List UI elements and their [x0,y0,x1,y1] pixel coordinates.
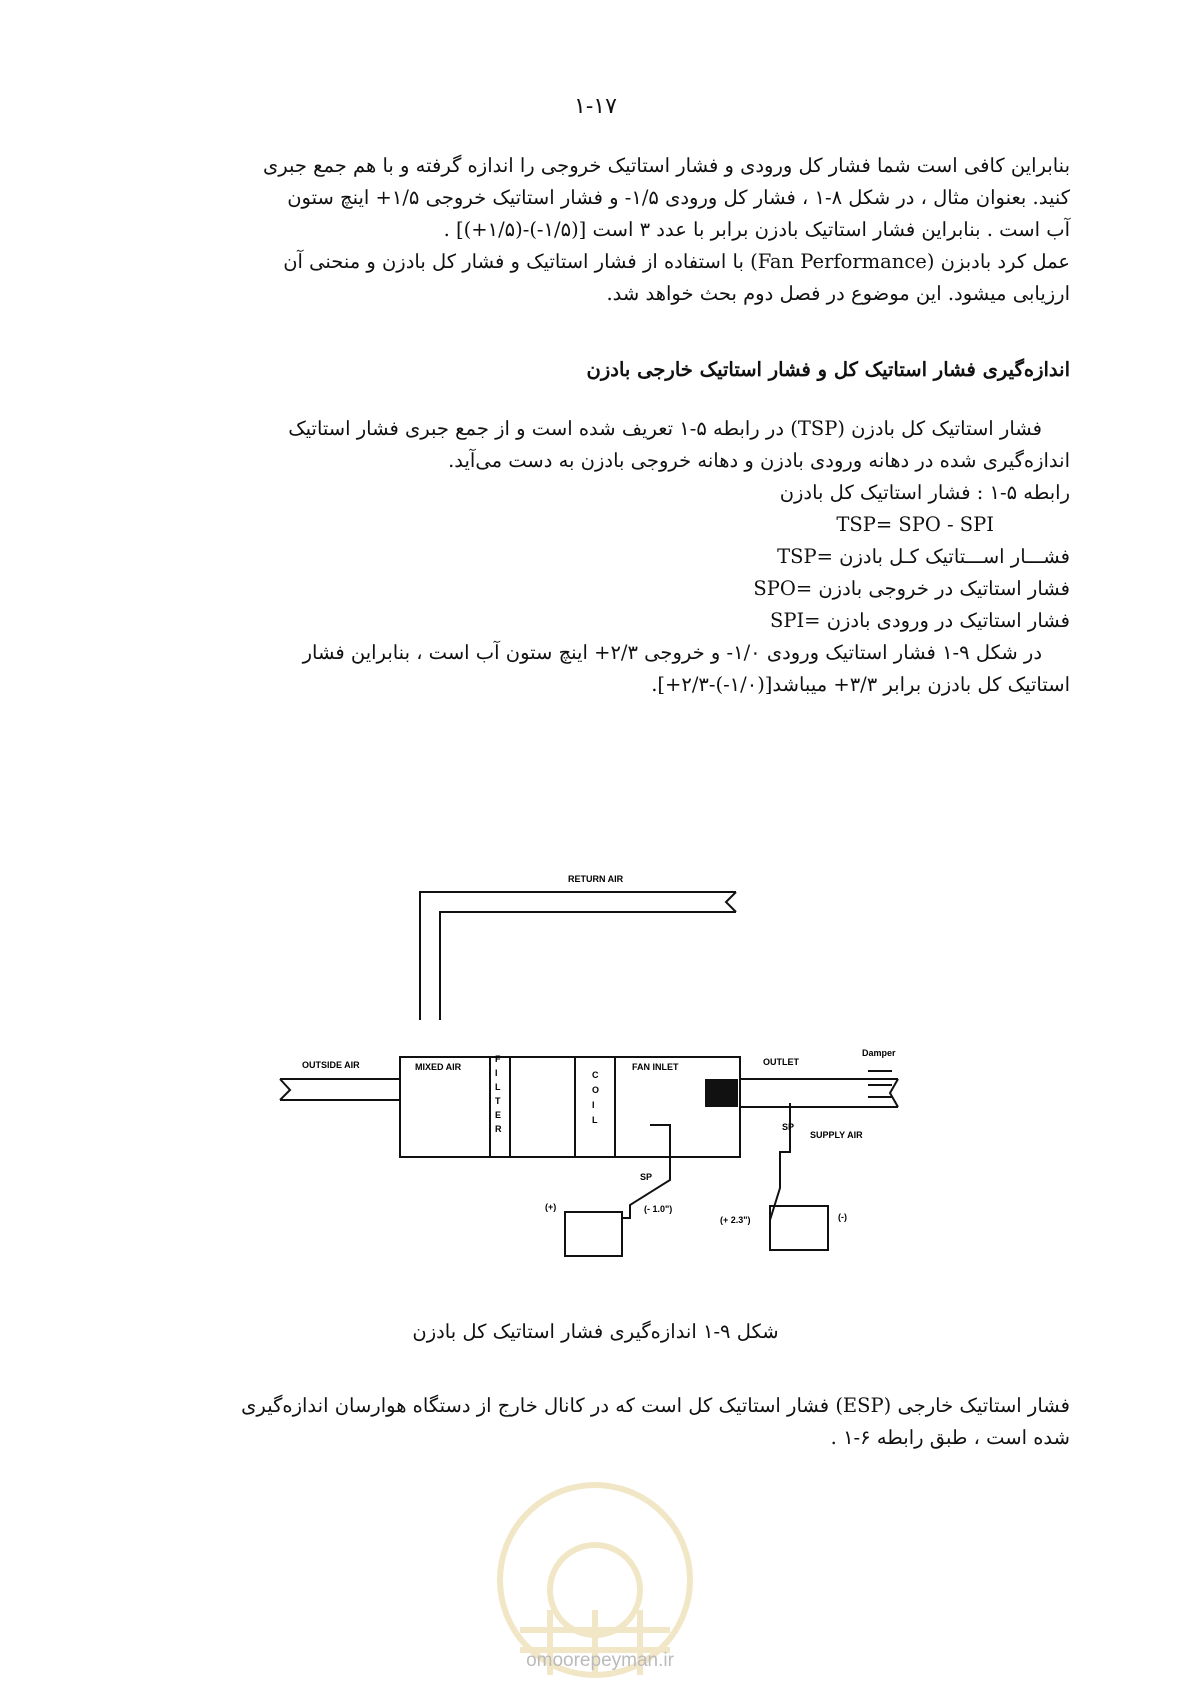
paragraph-line: کنید. بعنوان مثال ، در شکل ۸-۱ ، فشار کل ورودی ۱/۵- و فشار استاتیک خروجی ۱/۵+ اینچ ستون [287,186,1070,209]
reading-right-label: (+ 2.3") [720,1215,751,1225]
damper-label: Damper [862,1048,896,1058]
filter-label [495,1054,502,1134]
figure-caption: شکل ۹-۱ اندازه‌گیری فشار استاتیک کل بادزن [412,1320,779,1343]
sp-right-label: SP [782,1122,795,1132]
coil-letter: O [592,1085,600,1095]
coil-label [592,1070,599,1125]
coil-letter: C [592,1070,599,1080]
relation-label: رابطه ۵-۱ : فشار استاتیک کل بادزن [779,481,1070,504]
section-heading: اندازه‌گیری فشار استاتیک کل و فشار استاتیک خارجی بادزن [586,358,1070,381]
paragraph-line: آب است . بنابراین فشار استاتیک بادزن برابر با عدد ۳ است [(۱/۵-)-(۱/۵+)] . [443,218,1070,241]
paragraph-tsp [165,413,1070,701]
plus-left-label: (+) [545,1202,557,1212]
paragraph-line: فشار استاتیک خارجی (ESP) فشار استاتیک کل است که در کانال خارج از دستگاه هوارسان اندازه‌گیری [241,1394,1070,1417]
definition-spo: فشار استاتیک در خروجی بادزن =SPO [753,577,1070,600]
fan-block [705,1079,738,1107]
paragraph-line: در شکل ۹-۱ فشار استاتیک ورودی ۱/۰- و خروجی ۲/۳+ اینچ ستون آب است ، بنابراین فشار [302,641,1042,664]
paragraph-line: ارزیابی میشود. این موضوع در فصل دوم بحث خواهد شد. [606,282,1070,305]
paragraph-esp [165,1390,1070,1454]
supply-air-label: SUPPLY AIR [810,1130,863,1140]
page-number: ۱-۱۷ [574,94,617,119]
paragraph-intro [165,150,1070,310]
outlet-label: OUTLET [763,1057,799,1067]
outside-air-label: OUTSIDE AIR [302,1060,360,1070]
sp-left-label: SP [640,1172,653,1182]
definition-spi: فشار استاتیک در ورودی بادزن =SPI [769,609,1070,632]
filter-letter: F [495,1054,501,1064]
filter-letter: T [495,1096,501,1106]
filter-letter: L [495,1082,501,1092]
paragraph-line: شده است ، طبق رابطه ۶-۱ . [830,1426,1070,1449]
mixed-air-label: MIXED AIR [415,1062,462,1072]
minus-right-label: (-) [838,1212,847,1222]
filter-letter: I [495,1068,498,1078]
paragraph-line: فشار استاتیک کل بادزن (TSP) در رابطه ۵-۱ تعریف شده است و از جمع جبری فشار استاتیک [288,417,1042,440]
paragraph-line: بنابراین کافی است شما فشار کل ورودی و فشار استاتیک خروجی را اندازه گرفته و با هم جمع جبری [262,154,1070,177]
definition-tsp: فشـــار اســـتاتیک کـل بادزن =TSP [777,545,1070,568]
coil-letter: I [592,1100,595,1110]
air-handler-diagram [0,860,1191,1280]
paragraph-line: اندازه‌گیری شده در دهانه ورودی بادزن و دهانه خروجی بادزن به دست می‌آید. [448,449,1070,472]
coil-letter: L [592,1115,598,1125]
filter-letter: E [495,1110,502,1120]
paragraph-line: عمل کرد بادبزن (Fan Performance) با استفاده از فشار استاتیک و فشار کل بادزن و منحنی آن [283,250,1070,273]
fan-inlet-label: FAN INLET [632,1062,679,1072]
watermark-text: omoorepeyman.ir [526,1650,674,1671]
tsp-formula: TSP= SPO - SPI [836,513,994,536]
return-air-label: RETURN AIR [568,874,624,884]
paragraph-line: استاتیک کل بادزن برابر ۳/۳+ میباشد[(۱/۰-)-۲/۳+]. [651,673,1070,696]
reading-left-label: (- 1.0") [644,1204,673,1214]
filter-letter: R [495,1124,502,1134]
